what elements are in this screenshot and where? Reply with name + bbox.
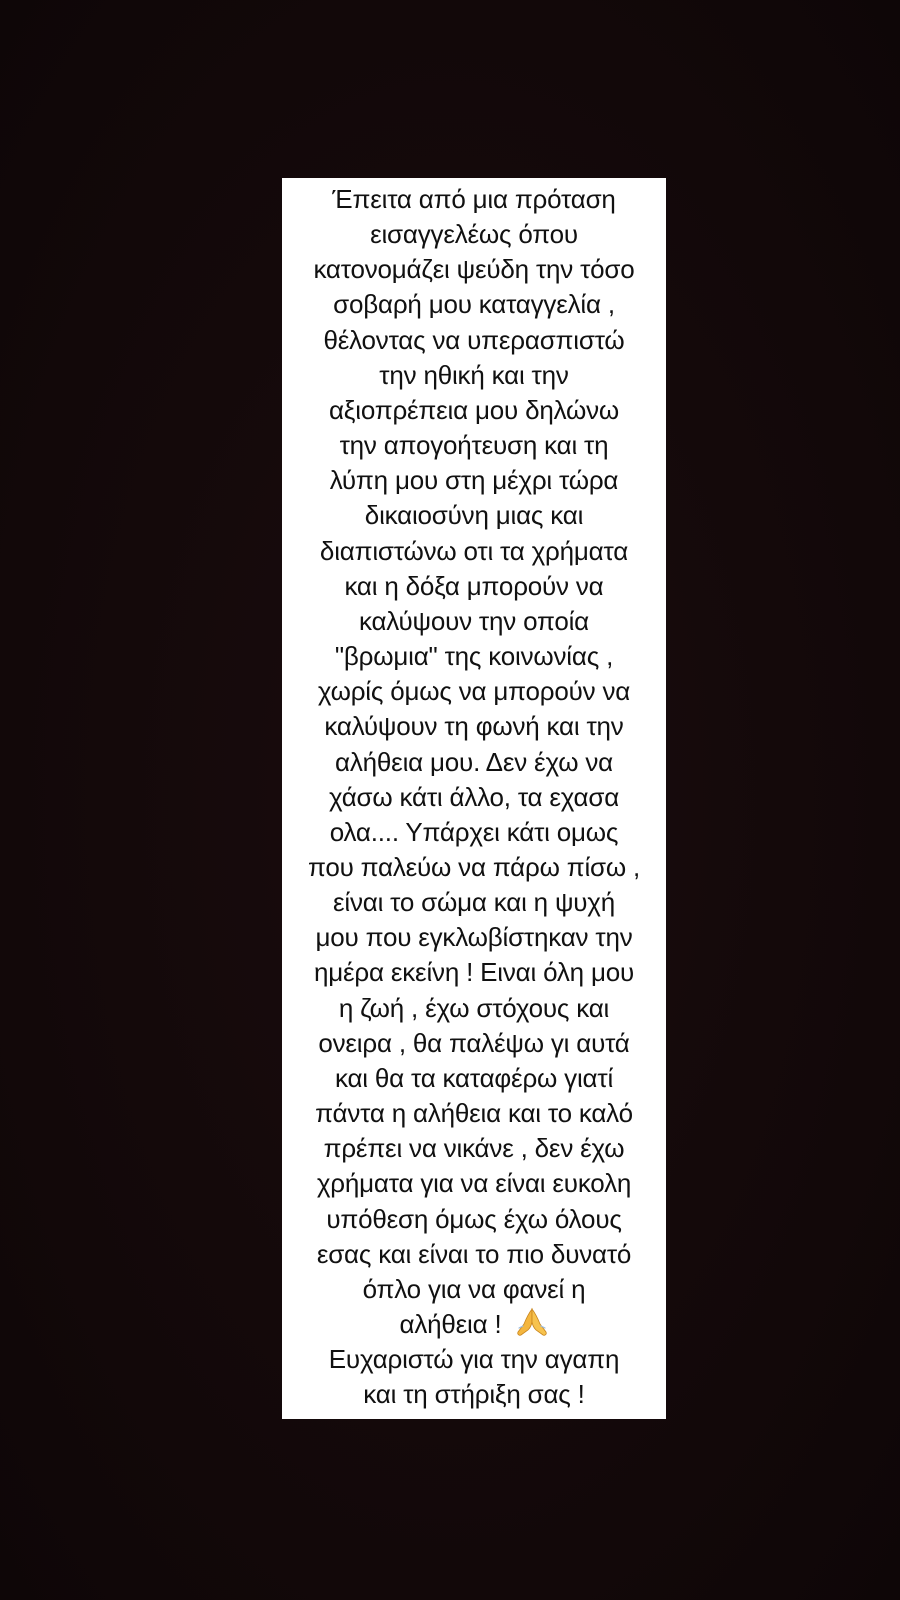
text-line-33: αλήθεια ! — [399, 1309, 502, 1339]
text-line-4: σοβαρή μου καταγγελία , — [333, 289, 615, 320]
story-text-card — [282, 178, 666, 1419]
text-line-32: όπλο για να φανεί η — [362, 1273, 586, 1304]
text-line-25: ονειρα , θα παλέψω γι αυτά — [318, 1027, 630, 1058]
text-line-33-wrapper — [288, 1307, 660, 1342]
text-line-12: και η δόξα μπορούν να — [344, 570, 604, 601]
text-line-10: δικαιοσύνη μιας και — [364, 500, 584, 531]
text-line-29: χρήματα για να είναι ευκολη — [316, 1168, 632, 1199]
text-line-15: χωρίς όμως να μπορούν να — [317, 676, 631, 707]
text-line-34: Ευχαριστώ για την αγαπη — [328, 1344, 620, 1375]
text-line-9: λύπη μου στη μέχρι τώρα — [329, 465, 619, 496]
text-line-1: Έπειτα από μια πρόταση — [332, 184, 616, 214]
text-line-17: αλήθεια μου. Δεν έχω να — [335, 746, 613, 777]
text-line-20: που παλεύω να πάρω πίσω , — [307, 851, 641, 882]
text-line-6: την ηθική και την — [379, 359, 569, 390]
text-line-16: καλύψουν τη φωνή και την — [324, 711, 624, 742]
text-line-35: και τη στήριξη σας ! — [363, 1379, 585, 1410]
text-line-2: εισαγγελέως όπου — [370, 219, 578, 250]
folded-hands-icon — [515, 1307, 549, 1337]
text-line-31: εσας και είναι το πιο δυνατό — [316, 1238, 632, 1269]
text-line-8: την απογοήτευση και τη — [339, 430, 609, 461]
text-line-26: και θα τα καταφέρω γιατί — [334, 1062, 614, 1093]
text-line-24: η ζωή , έχω στόχους και — [338, 992, 610, 1023]
text-line-23: ημέρα εκείνη ! Ειναι όλη μου — [313, 957, 635, 988]
text-line-13: καλύψουν την οποία — [358, 605, 590, 636]
text-line-7: αξιοπρέπεια μου δηλώνω — [328, 394, 620, 425]
text-line-21: είναι το σώμα και η ψυχή — [332, 887, 616, 918]
text-line-3: κατονομάζει ψεύδη την τόσο — [313, 254, 635, 285]
text-line-14: "βρωμια" της κοινωνίας , — [334, 641, 614, 672]
text-line-22: μου που εγκλωβίστηκαν την — [315, 922, 633, 953]
text-line-11: διαπιστώνω οτι τα χρήματα — [319, 535, 629, 566]
text-line-19: ολα.... Υπάρχει κάτι ομως — [329, 816, 619, 847]
text-line-27: πάντα η αλήθεια και το καλό — [315, 1098, 633, 1129]
text-line-28: πρέπει να νικάνε , δεν έχω — [323, 1133, 625, 1164]
text-line-30: υπόθεση όμως έχω όλους — [326, 1203, 622, 1234]
text-line-5: θέλοντας να υπερασπιστώ — [323, 324, 625, 355]
text-line-18: χάσω κάτι άλλο, τα εχασα — [328, 781, 620, 812]
